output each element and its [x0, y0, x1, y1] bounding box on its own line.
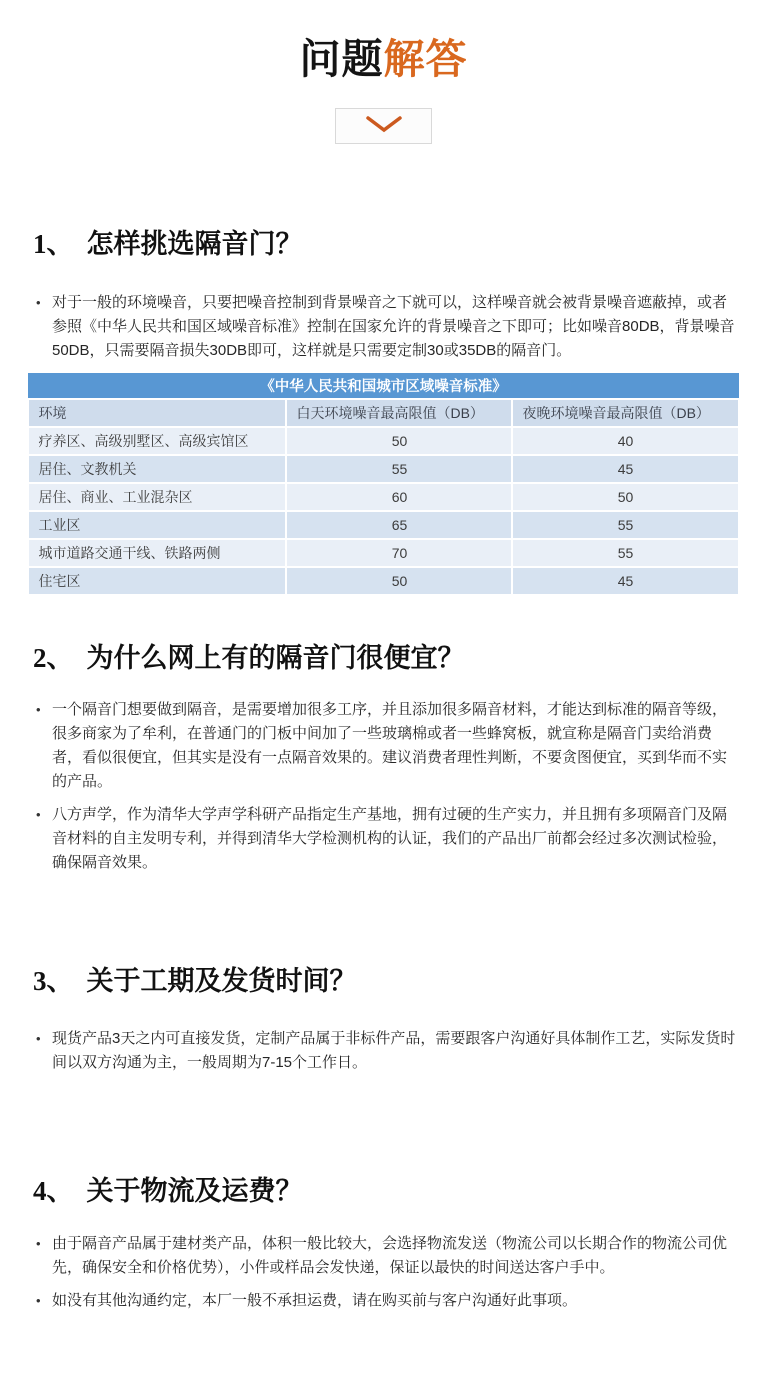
section-2-heading	[33, 642, 739, 674]
day-cell: 50	[286, 567, 512, 595]
bullet-text: 现货产品3天之内可直接发货，定制产品属于非标件产品，需要跟客户沟通好具体制作工艺，实际发货时间以双方沟通为主，一般周期为7-15个工作日。	[52, 1030, 736, 1072]
table-row	[28, 427, 738, 455]
env-cell: 疗养区、高级别墅区、高级宾馆区	[28, 427, 286, 455]
expand-button[interactable]	[335, 108, 432, 144]
section-2-bullets	[36, 698, 741, 875]
table-row	[28, 539, 738, 567]
section-3-number: 3、	[33, 965, 74, 996]
env-cell: 居住、文教机关	[28, 455, 286, 483]
bullet-text: 如没有其他沟通约定，本厂一般不承担运费，请在购买前与客户沟通好此事项。	[52, 1291, 578, 1309]
env-cell: 城市道路交通干线、铁路两侧	[28, 539, 286, 567]
section-3-title: 关于工期及发货时间？	[86, 965, 357, 996]
bullet-icon: •	[36, 1292, 41, 1308]
list-item	[36, 803, 741, 875]
table-row	[28, 483, 738, 511]
bullet-icon: •	[36, 701, 41, 717]
table-row	[28, 511, 738, 539]
chevron-down-icon	[362, 114, 406, 139]
section-3-bullets	[36, 1027, 741, 1075]
section-4-bullets	[36, 1232, 741, 1313]
table-column-header-row	[28, 399, 738, 427]
night-cell: 55	[512, 539, 738, 567]
list-item	[36, 1027, 741, 1075]
section-1-number: 1、	[33, 229, 74, 260]
faq-section-2	[0, 642, 767, 875]
night-cell: 40	[512, 427, 738, 455]
section-1-heading	[33, 228, 739, 260]
list-item	[36, 1232, 741, 1280]
column-header-day: 白天环境噪音最高限值（DB）	[286, 399, 512, 427]
section-2-title: 为什么网上有的隔音门很便宜？	[86, 642, 465, 673]
bullet-text: 由于隔音产品属于建材类产品，体积一般比较大，会选择物流发送（物流公司以长期合作的物流公司优先，确保安全和价格优势），小件或样品会发快递，保证以最快的时间送达客户手中。	[52, 1234, 728, 1276]
section-1-title: 怎样挑选隔音门？	[86, 229, 303, 260]
list-item	[36, 291, 741, 363]
section-2-number: 2、	[33, 642, 74, 673]
env-cell: 工业区	[28, 511, 286, 539]
section-3-heading	[33, 965, 739, 997]
bullet-icon: •	[36, 294, 41, 310]
column-header-env: 环境	[28, 399, 286, 427]
table-row	[28, 567, 738, 595]
section-1-bullets	[36, 291, 741, 363]
day-cell: 50	[286, 427, 512, 455]
day-cell: 65	[286, 511, 512, 539]
page-title	[0, 36, 767, 83]
list-item	[36, 698, 741, 794]
page-title-orange: 解答	[383, 36, 468, 82]
column-header-night: 夜晚环境噪音最高限值（DB）	[512, 399, 738, 427]
faq-section-3	[0, 965, 767, 1075]
bullet-text: 一个隔音门想要做到隔音，是需要增加很多工序，并且添加很多隔音材料，才能达到标准的隔音等级，很多商家为了牟利，在普通门的门板中间加了一些玻璃棉或者一些蜂窝板，就宣称是隔音门卖给消费者，看似很便宜，但其实是没有一点隔音效果的。建议消费者理性判断，不要贪图便宜，买到华而不实的产品。	[52, 700, 728, 790]
table-title-row	[28, 373, 738, 399]
section-4-title: 关于物流及运费？	[86, 1176, 303, 1207]
day-cell: 70	[286, 539, 512, 567]
night-cell: 45	[512, 455, 738, 483]
table-title: 《中华人民共和国城市区域噪音标准》	[28, 373, 738, 399]
env-cell: 住宅区	[28, 567, 286, 595]
bullet-text: 对于一般的环境噪音，只要把噪音控制到背景噪音之下就可以，这样噪音就会被背景噪音遮蔽掉，或者参照《中华人民共和国区域噪音标准》控制在国家允许的背景噪音之下即可；比如噪音80DB，背景噪音50DB，只需要隔音损失30DB即可，这样就是只需要定制30或35DB的隔音门。	[52, 293, 735, 359]
faq-section-1	[0, 228, 767, 595]
night-cell: 45	[512, 567, 738, 595]
expand-button-row	[0, 108, 767, 144]
page-title-black: 问题	[299, 36, 384, 82]
noise-standard-table	[27, 373, 739, 596]
day-cell: 60	[286, 483, 512, 511]
bullet-icon: •	[36, 1235, 41, 1251]
night-cell: 55	[512, 511, 738, 539]
bullet-icon: •	[36, 1031, 41, 1047]
faq-section-4	[0, 1175, 767, 1312]
list-item	[36, 1289, 741, 1313]
table-row	[28, 455, 738, 483]
section-4-heading	[33, 1175, 739, 1207]
env-cell: 居住、商业、工业混杂区	[28, 483, 286, 511]
bullet-icon: •	[36, 806, 41, 822]
section-4-number: 4、	[33, 1176, 74, 1207]
night-cell: 50	[512, 483, 738, 511]
bullet-text: 八方声学，作为清华大学声学科研产品指定生产基地，拥有过硬的生产实力，并且拥有多项隔音门及隔音材料的自主发明专利，并得到清华大学检测机构的认证，我们的产品出厂前都会经过多次测试检验，确保隔音效果。	[52, 805, 728, 871]
day-cell: 55	[286, 455, 512, 483]
